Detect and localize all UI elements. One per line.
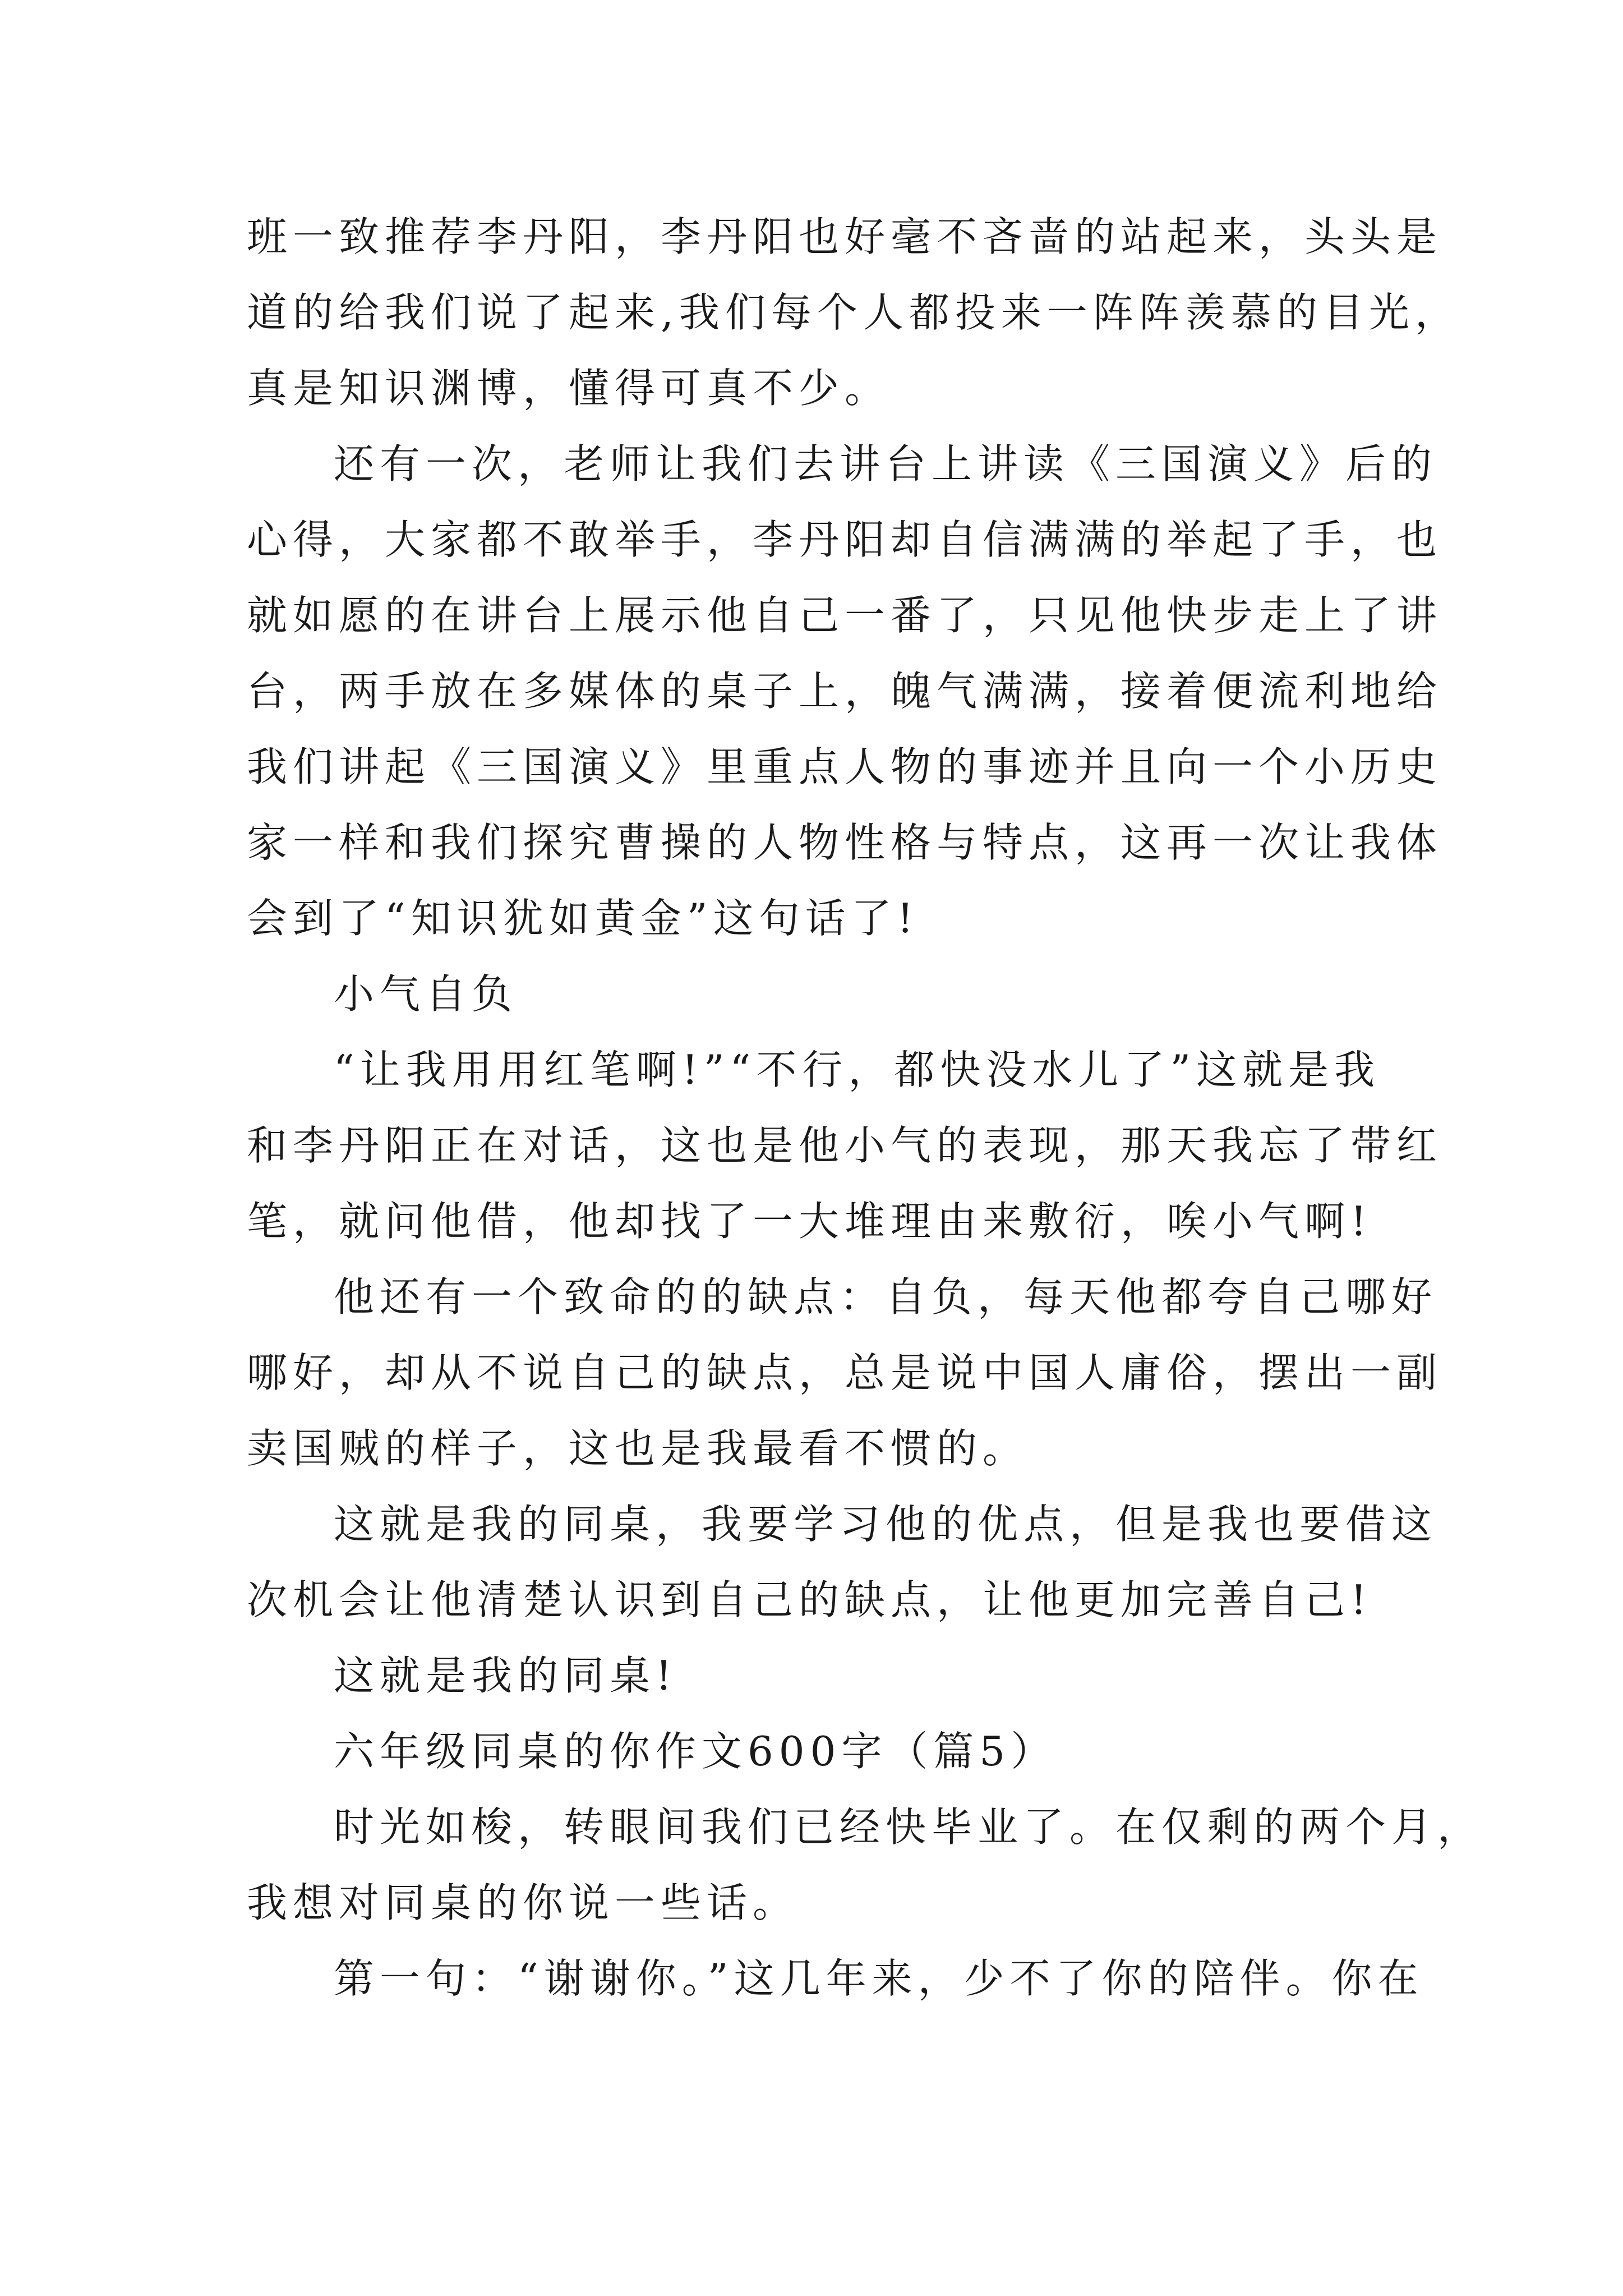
- text-line: 这就是我的同桌，我要学习他的优点，但是我也要借这: [334, 1501, 1438, 1548]
- text-line: 笔，就问他借，他却找了一大堆理由来敷衍，唉小气啊!: [247, 1198, 1372, 1245]
- text-line: 真是知识渊博，懂得可真不少。: [247, 365, 891, 412]
- text-line: 时光如梭，转眼间我们已经快毕业了。在仅剩的两个月，: [334, 1803, 1484, 1851]
- text-line: 次机会让他清楚认识到自己的缺点，让他更加完善自己!: [247, 1576, 1372, 1623]
- text-line: 哪好，却从不说自己的缺点，总是说中国人庸俗，摆出一副: [247, 1349, 1443, 1396]
- text-line: 台，两手放在多媒体的桌子上，魄气满满，接着便流利地给: [247, 668, 1443, 715]
- text-line: 班一致推荐李丹阳，李丹阳也好毫不吝啬的站起来，头头是: [247, 213, 1443, 260]
- text-line: 就如愿的在讲台上展示他自己一番了，只见他快步走上了讲: [247, 592, 1443, 639]
- text-line: 和李丹阳正在对话，这也是他小气的表现，那天我忘了带红: [247, 1122, 1443, 1169]
- text-line: 我们讲起《三国演义》里重点人物的事迹并且向一个小历史: [247, 743, 1443, 790]
- text-line: 还有一次，老师让我们去讲台上讲读《三国演义》后的: [334, 440, 1438, 487]
- text-line: 心得，大家都不敢举手，李丹阳却自信满满的举起了手，也: [247, 516, 1443, 563]
- text-line: 卖国贼的样子，这也是我最看不惯的。: [247, 1425, 1029, 1472]
- text-line: 第一句：“谢谢你。”这几年来，少不了你的陪伴。你在: [334, 1955, 1424, 2002]
- text-line: 道的给我们说了起来,我们每个人都投来一阵阵羡慕的目光，: [247, 289, 1461, 336]
- text-line: 这就是我的同桌!: [334, 1652, 677, 1699]
- text-line: 我想对同桌的你说一些话。: [247, 1879, 799, 1926]
- text-line: 他还有一个致命的的缺点：自负，每天他都夸自己哪好: [334, 1273, 1438, 1320]
- text-line: 家一样和我们探究曹操的人物性格与特点，这再一次让我体: [247, 819, 1443, 866]
- section-heading: 小气自负: [334, 970, 518, 1018]
- essay-title: 六年级同桌的你作文600字（篇5）: [334, 1728, 1057, 1775]
- text-line: 会到了“知识犹如黄金”这句话了!: [247, 895, 919, 942]
- text-line: “让我用用红笔啊!”“不行，都快没水儿了”这就是我: [334, 1046, 1381, 1093]
